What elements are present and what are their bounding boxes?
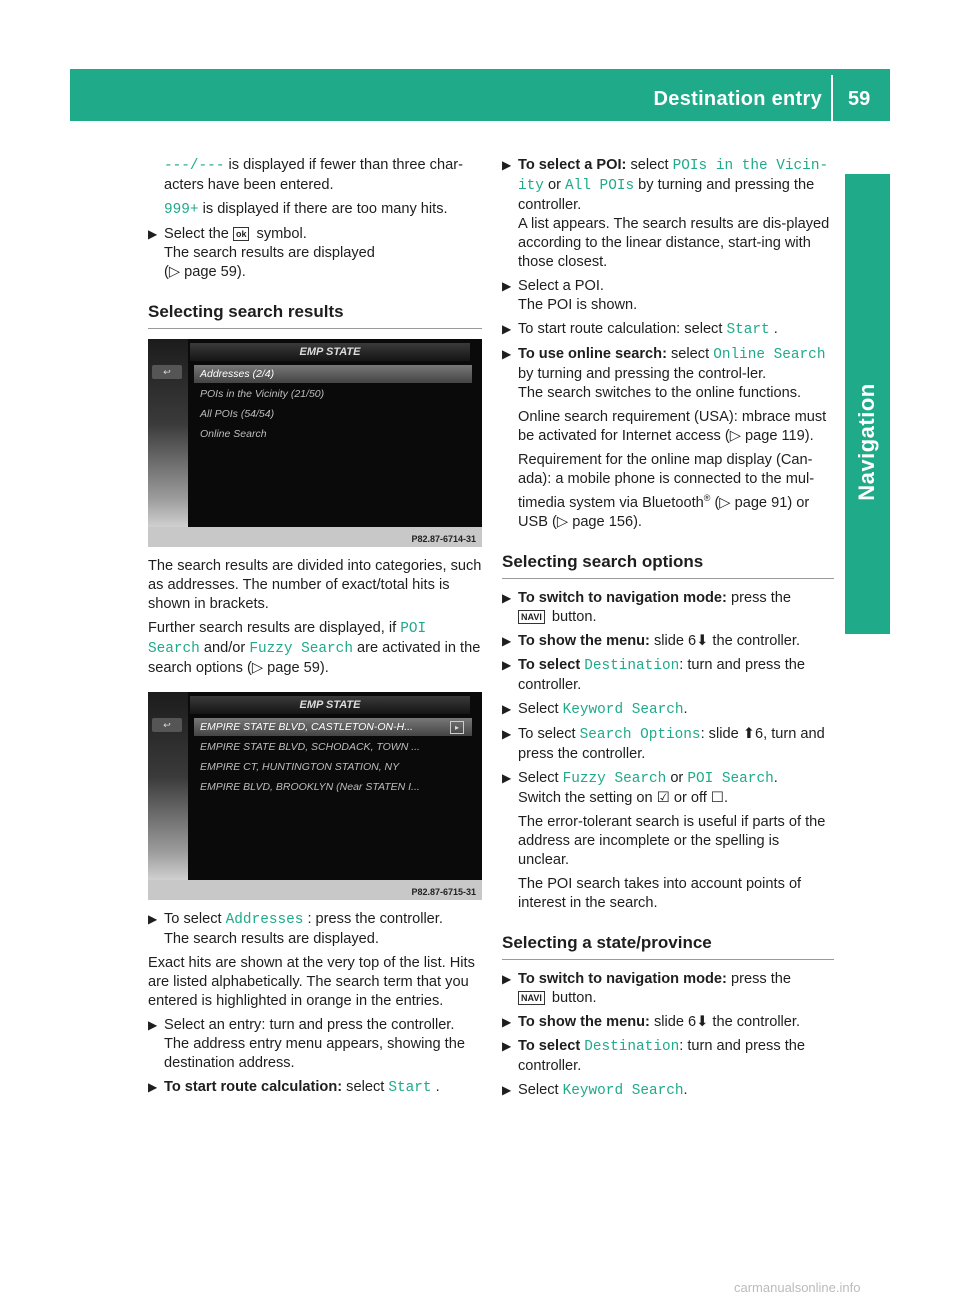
- text: The search results are displayed: [164, 245, 375, 261]
- screenshot-footer: [148, 527, 482, 547]
- back-icon: ↩: [152, 365, 182, 379]
- bold-label: To start route calculation:: [164, 1079, 343, 1095]
- text: Select: [518, 700, 563, 717]
- screenshot-footer: [148, 880, 482, 900]
- step: [502, 769, 834, 808]
- paragraph: [502, 451, 834, 532]
- image-ref: P82.87-6715-31: [411, 887, 476, 897]
- list-item: EMPIRE CT, HUNTINGTON STATION, NY: [200, 761, 400, 773]
- arrow-icon: ▶: [502, 971, 512, 986]
- text: Select an entry: turn and press the controller.: [164, 1017, 455, 1033]
- text: or: [543, 177, 566, 193]
- side-tab-label: Navigation: [854, 383, 879, 501]
- step: [502, 632, 834, 651]
- text: (▷ page 91) or USB (▷ page 156).: [518, 494, 810, 530]
- paragraph: Exact hits are shown at the very top of the list. Hits are listed alphabetically. The search term that you entered is highlighted in orange in the entries.: [148, 955, 475, 1009]
- bold-label: To select: [518, 1037, 585, 1054]
- list-item: EMPIRE STATE BLVD, SCHODACK, TOWN ...: [200, 741, 420, 753]
- map-icon: ▸: [450, 721, 464, 734]
- step: [502, 725, 834, 764]
- arrow-icon: ▶: [148, 1018, 158, 1032]
- bold-label: To select a POI:: [518, 157, 627, 173]
- back-icon: ↩: [152, 718, 182, 732]
- text: symbol.: [252, 226, 307, 242]
- section-heading: Selecting a state/province: [502, 933, 834, 960]
- text: Select a POI.: [518, 278, 604, 294]
- bold-label: To select: [518, 656, 585, 673]
- paragraph: The error-tolerant search is useful if parts of the address are incomplete or the spelling is unclear.: [518, 813, 826, 868]
- arrow-icon: ▶: [502, 279, 512, 293]
- text: The address entry menu appears, showing the destination address.: [164, 1036, 465, 1071]
- list-item: Addresses (2/4): [194, 365, 472, 383]
- code-text: POI Search: [687, 770, 774, 787]
- page-header: [70, 69, 890, 121]
- code-text: ---/---: [164, 158, 225, 174]
- text: .: [773, 769, 778, 786]
- step: [502, 345, 834, 403]
- arrow-icon: ▶: [502, 726, 512, 741]
- text: The search switches to the online functions.: [518, 385, 802, 401]
- bold-label: To switch to navigation mode:: [518, 970, 727, 987]
- text: : turn and press the controller.: [518, 656, 805, 693]
- left-column: [148, 156, 482, 1103]
- step: [502, 1013, 834, 1032]
- registered-mark: ®: [703, 493, 711, 503]
- paragraph: Online search requirement (USA): mbrace must be activated for Internet access (▷ page 119).: [518, 409, 827, 444]
- arrow-icon: ▶: [502, 1082, 512, 1097]
- code-text: Addresses: [225, 912, 304, 928]
- text: .: [683, 700, 688, 717]
- text: : turn and press the controller.: [518, 1037, 805, 1074]
- list-item: All POIs (54/54): [200, 408, 275, 420]
- step: [502, 656, 834, 695]
- text: slide 6⬇ the controller.: [649, 1013, 801, 1030]
- step: [502, 970, 834, 1008]
- code-text: Online Search: [713, 347, 826, 363]
- watermark: carmanualsonline.info: [734, 1280, 861, 1295]
- text: by turning and pressing the control-ler.: [518, 366, 767, 382]
- text: A list appears. The search results are dis-played according to the linear distance, start-ing with those closest.: [518, 216, 830, 270]
- page-ref: (▷ page 59).: [164, 264, 246, 280]
- text: press the: [726, 589, 792, 606]
- list-item: POIs in the Vicinity (21/50): [200, 388, 325, 400]
- code-text: Start: [388, 1080, 432, 1096]
- header-divider: [831, 75, 833, 121]
- section-title: Destination entry: [653, 88, 822, 110]
- code-text: POIs in the Vicin-ity: [518, 158, 829, 194]
- arrow-icon: ▶: [502, 701, 512, 716]
- code-text: Fuzzy Search: [249, 641, 353, 657]
- code-text: Keyword Search: [562, 701, 684, 718]
- code-text: All POIs: [565, 178, 635, 194]
- step: [502, 700, 834, 720]
- list-item: [194, 718, 472, 736]
- step: [148, 225, 482, 282]
- arrow-icon: ▶: [502, 1014, 512, 1029]
- screenshot-address-list: [148, 692, 482, 900]
- text: button.: [547, 608, 597, 625]
- text: select: [342, 1079, 389, 1095]
- section-heading: Selecting search results: [148, 302, 482, 329]
- list-item-text: EMPIRE STATE BLVD, CASTLETON-ON-H...: [200, 721, 413, 733]
- text: select: [666, 346, 714, 362]
- screen-title: EMP STATE: [190, 343, 470, 361]
- arrow-icon: ▶: [502, 347, 512, 361]
- bold-label: To show the menu:: [518, 632, 650, 649]
- step: [148, 1078, 482, 1098]
- text: by turning and pressing the controller.: [518, 177, 815, 213]
- text: .: [683, 1081, 688, 1098]
- text: To select: [164, 911, 226, 927]
- section-heading: Selecting search options: [502, 552, 834, 579]
- step: [502, 320, 834, 340]
- arrow-icon: ▶: [502, 633, 512, 648]
- list-item: EMPIRE BLVD, BROOKLYN (Near STATEN I...: [200, 781, 420, 793]
- text: : slide ⬆6, turn and press the controller.: [518, 725, 825, 762]
- code-text: Search Options: [579, 726, 701, 743]
- text: Select: [518, 769, 563, 786]
- right-column: [502, 156, 834, 1106]
- text: To select: [518, 725, 580, 742]
- bold-label: To show the menu:: [518, 1013, 650, 1030]
- step: [148, 1016, 482, 1073]
- text: select: [626, 157, 673, 173]
- bold-label: To use online search:: [518, 346, 667, 362]
- text: and/or: [199, 640, 250, 656]
- arrow-icon: ▶: [502, 590, 512, 605]
- code-text: Destination: [584, 657, 680, 674]
- arrow-icon: ▶: [148, 912, 158, 926]
- screen-title: EMP STATE: [190, 696, 470, 714]
- code-text: Start: [726, 322, 770, 338]
- text: The POI is shown.: [518, 297, 638, 313]
- step: [502, 589, 834, 627]
- code-text: Keyword Search: [562, 1082, 684, 1099]
- text: or: [666, 769, 688, 786]
- text: Select: [518, 1081, 563, 1098]
- text: press the: [726, 970, 792, 987]
- paragraph: [148, 156, 482, 195]
- text: is displayed if fewer than three char-acters have been entered.: [164, 157, 463, 193]
- bold-label: To switch to navigation mode:: [518, 589, 727, 606]
- arrow-icon: ▶: [148, 227, 158, 241]
- text: Further search results are displayed, if: [148, 620, 401, 636]
- arrow-icon: ▶: [502, 322, 512, 336]
- code-text: 999+: [164, 202, 199, 218]
- side-tab: [845, 174, 890, 634]
- arrow-icon: ▶: [148, 1080, 158, 1094]
- ok-key-icon: ok: [233, 227, 250, 241]
- image-ref: P82.87-6714-31: [411, 534, 476, 544]
- code-text: Destination: [584, 1038, 680, 1055]
- code-text: Fuzzy Search: [562, 770, 667, 787]
- text: .: [431, 1079, 440, 1095]
- step: [502, 1081, 834, 1101]
- navi-key-icon: NAVI: [518, 610, 545, 624]
- code-text: POI Search: [148, 621, 427, 657]
- text: is displayed if there are too many hits.: [198, 201, 448, 217]
- text: slide 6⬇ the controller.: [649, 632, 801, 649]
- text: button.: [547, 989, 597, 1006]
- text: .: [769, 321, 778, 337]
- page-number: 59: [848, 88, 871, 110]
- text: are activated in the search options (▷ page 59).: [148, 640, 481, 676]
- step: [502, 156, 834, 272]
- arrow-icon: ▶: [502, 158, 512, 172]
- text: Select the: [164, 226, 233, 242]
- text: Switch the setting on ☑ or off ☐.: [518, 789, 729, 806]
- text: : press the controller.: [303, 911, 443, 927]
- step: [502, 277, 834, 315]
- text: The search results are displayed.: [164, 931, 379, 947]
- text: To start route calculation: select: [518, 321, 727, 337]
- arrow-icon: ▶: [502, 770, 512, 785]
- arrow-icon: ▶: [502, 657, 512, 672]
- paragraph: The POI search takes into account points of interest in the search.: [518, 875, 802, 911]
- step: [502, 1037, 834, 1076]
- navi-key-icon: NAVI: [518, 991, 545, 1005]
- step: [148, 910, 482, 949]
- arrow-icon: ▶: [502, 1038, 512, 1053]
- screenshot-search-results: [148, 339, 482, 547]
- text: Requirement for the online map display (Can-ada): a mobile phone is connected to the mul-timedia system via Bluetooth: [518, 452, 815, 511]
- paragraph: The search results are divided into categories, such as addresses. The number of exact/total hits is shown in brackets.: [148, 558, 482, 612]
- paragraph: [148, 200, 482, 220]
- list-item: Online Search: [200, 428, 267, 440]
- paragraph: [148, 619, 482, 678]
